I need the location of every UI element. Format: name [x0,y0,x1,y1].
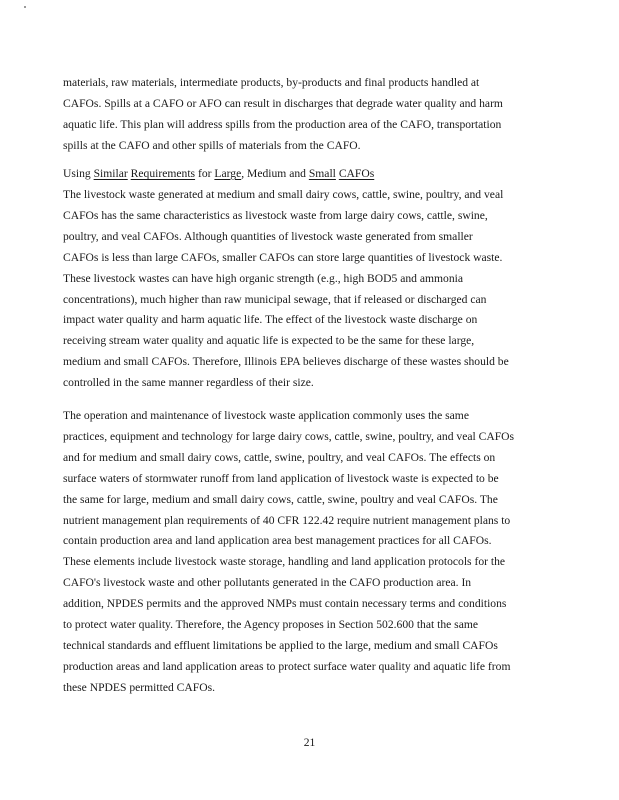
text-line: CAFOs has the same characteristics as livestock waste from large dairy cows, cattle, swine, [63,208,488,222]
text-line: technical standards and effluent limitations be applied to the large, medium and small CAFOs [63,638,498,652]
heading-text: for [195,167,215,180]
text-line: controlled in the same manner regardless of their size. [63,376,314,390]
text-line: production areas and land application areas to protect surface water quality and aquatic life from [63,659,511,673]
text-line: practices, equipment and technology for large dairy cows, cattle, swine, poultry, and veal CAFOs [63,429,515,443]
paragraph-2 [63,406,537,699]
scan-mark [24,6,26,8]
text-line: The livestock waste generated at medium and small dairy cows, cattle, swine, poultry, and veal [63,188,504,201]
section-heading [63,164,537,185]
continued-paragraph [63,73,537,157]
text-line: these NPDES permitted CAFOs. [63,680,216,694]
paragraph-1 [63,185,537,394]
heading-line [63,164,537,185]
text-line: CAFOs is less than large CAFOs, smaller CAFOs can store large quantities of livestock waste. [63,250,503,264]
text-line: medium and small CAFOs. Therefore, Illinois EPA believes discharge of these wastes should be [63,355,509,369]
heading-text: , Medium and [241,167,309,180]
text-line: impact water quality and harm aquatic life. The effect of the livestock waste discharge on [63,313,478,327]
text-line: and for medium and small dairy cows, cattle, swine, poultry, and veal CAFOs. The effects on [63,450,496,464]
heading-text-underlined: Large [214,167,242,180]
text-line: poultry, and veal CAFOs. Although quantities of livestock waste generated from smaller [63,229,473,243]
text-line: surface waters of stormwater runoff from land application of livestock waste is expected to be [63,471,499,485]
text-line: CAFO's livestock waste and other pollutants generated in the CAFO production area. In [63,576,472,590]
text-line: nutrient management plan requirements of 40 CFR 122.42 require nutrient management plans to [63,513,511,527]
text-line: materials, raw materials, intermediate products, by-products and final products handled at [63,76,480,89]
heading-text-underlined: Small [308,167,336,180]
text-line: the same for large, medium and small dairy cows, cattle, swine, poultry and veal CAFOs. The [63,492,498,506]
heading-text-underlined: Requirements [130,167,196,180]
heading-text-underlined: CAFOs [338,167,375,180]
text-line: to protect water quality. Therefore, the Agency proposes in Section 502.600 that the same [63,618,479,632]
text-line: contain production area and land application area best management practices for all CAFOs. [63,534,492,548]
text-line: The operation and maintenance of livestock waste application commonly uses the same [63,409,469,422]
text-line: receiving stream water quality and aquatic life is expected to be the same for these large, [63,334,475,348]
page-number: 21 [303,736,316,749]
heading-text: Using [63,167,94,180]
text-line: These livestock wastes can have high organic strength (e.g., high BOD5 and ammonia [63,271,463,285]
text-line: concentrations), much higher than raw municipal sewage, that if released or discharged can [63,292,487,306]
text-line: spills at the CAFO and other spills of materials from the CAFO. [63,138,361,152]
text-line: CAFOs. Spills at a CAFO or AFO can result in discharges that degrade water quality and harm [63,96,503,110]
text-line: aquatic life. This plan will address spills from the production area of the CAFO, transportation [63,117,502,131]
heading-text-underlined: Similar [93,167,128,180]
text-line: These elements include livestock waste storage, handling and land application protocols for the [63,555,506,569]
text-line: addition, NPDES permits and the approved NMPs must contain necessary terms and conditions [63,597,507,611]
